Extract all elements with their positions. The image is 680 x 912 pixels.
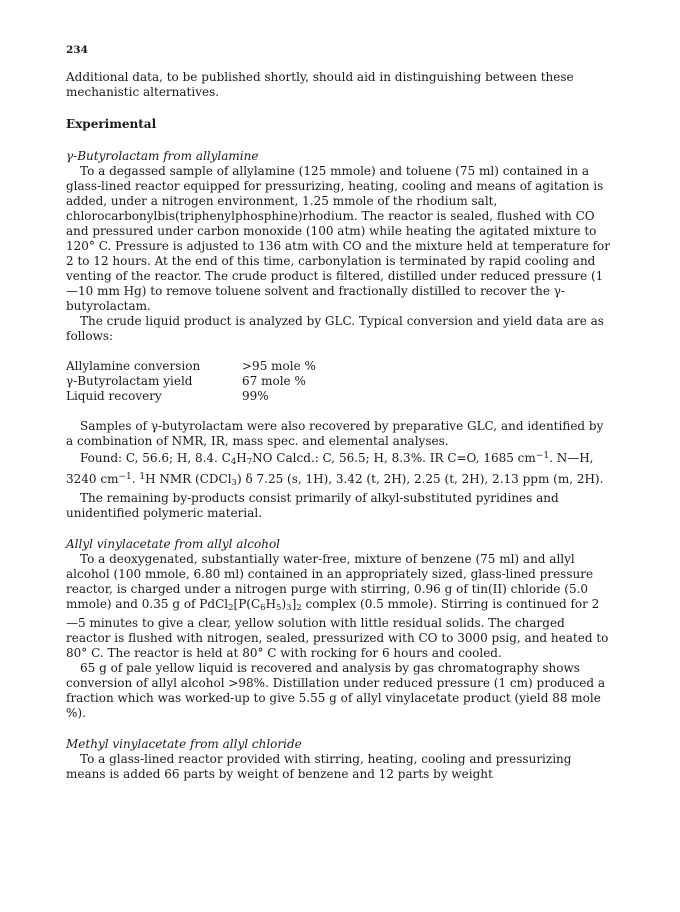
table-value: 67 mole %: [242, 374, 306, 388]
table-value: 99%: [242, 389, 269, 403]
paragraph: The crude liquid product is analyzed by GLC. Typical conversion and yield data are as follows:: [66, 314, 604, 343]
paragraph: The remaining by-products consist primarily of alkyl-substituted pyridines and unidentified polymeric material.: [66, 491, 559, 520]
table-label: γ-Butyrolactam yield: [66, 374, 193, 388]
intro-paragraph: Additional data, to be published shortly, should aid in distinguishing between these mechanistic alternatives.: [66, 70, 574, 99]
article-body: [66, 70, 611, 782]
yield-table: [66, 359, 316, 404]
paragraph: To a deoxygenated, substantially water-free, mixture of benzene (75 ml) and allyl alcohol (100 mmole, 6.80 ml) contained in an appropriately sized, glass-lined pressure reactor, is charged under a nitrogen purge with stirring, 0.96 g of tin(II) chloride (5.0 mmole) and 0.35 g of PdCl2[P(C6H5)3]2 complex (0.5 mmole). Stirring is continued for 2—5 minutes to give a clear, yellow solution with little residual solids. The charged reactor is flushed with nitrogen, sealed, pressurized with CO to 3000 psig, and heated to 80° C. The reactor is held at 80° C with rocking for 6 hours and cooled.: [66, 552, 609, 660]
table-row: [66, 374, 316, 389]
paragraph: Samples of γ-butyrolactam were also recovered by preparative GLC, and identified by a combination of NMR, IR, mass spec. and elemental analyses.: [66, 419, 604, 448]
subsection-title-butyrolactam: γ-Butyrolactam from allylamine: [66, 149, 259, 163]
page-number: 234: [66, 44, 88, 56]
subsection-title-methyl-vinylacetate: Methyl vinylacetate from allyl chloride: [66, 737, 302, 751]
paragraph: To a degassed sample of allylamine (125 mmole) and toluene (75 ml) contained in a glass-lined reactor equipped for pressurizing, heating, cooling and means of agitation is added, under a nitrogen environment, 1.25 mmole of the rhodium salt, chlorocarbonylbis(triphenylphosphine)rhodium. The reactor is sealed, flushed with CO and pressured under carbon monoxide (100 atm) while heating the agitated mixture to 120° C. Pressure is adjusted to 136 atm with CO and the mixture held at temperature for 2 to 12 hours. At the end of this time, carbonylation is terminated by rapid cooling and venting of the reactor. The crude product is filtered, distilled under reduced pressure (1—10 mm Hg) to remove toluene solvent and fractionally distilled to recover the γ-butyrolactam.: [66, 164, 611, 313]
paragraph: 65 g of pale yellow liquid is recovered and analysis by gas chromatography shows conversion of allyl alcohol >98%. Distillation under reduced pressure (1 cm) produced a fraction which was worked-up to give 5.55 g of allyl vinylacetate product (yield 88 mole %).: [66, 661, 606, 720]
paragraph: To a glass-lined reactor provided with stirring, heating, cooling and pressurizing means is added 66 parts by weight of benzene and 12 parts by weight: [66, 752, 572, 781]
table-label: Allylamine conversion: [66, 359, 201, 373]
analysis-paragraph: Found: C, 56.6; H, 8.4. C4H7NO Calcd.: C, 56.5; H, 8.3%. IR C=O, 1685 $cm^{-1}$. N—H, 3240 $cm^{-1}$. $^1$H NMR (CDCl3) δ 7.25 (s, 1H), 3.42 (t, 2H), 2.25 (t, 2H), 2.13 ppm (m, 2H).: [66, 451, 604, 488]
subsection-title-allyl-vinylacetate: Allyl vinylacetate from allyl alcohol: [66, 537, 281, 551]
table-row: [66, 359, 316, 374]
table-row: [66, 389, 316, 404]
table-value: >95 mole %: [242, 359, 316, 373]
table-label: Liquid recovery: [66, 389, 162, 403]
section-title: Experimental: [66, 117, 157, 131]
